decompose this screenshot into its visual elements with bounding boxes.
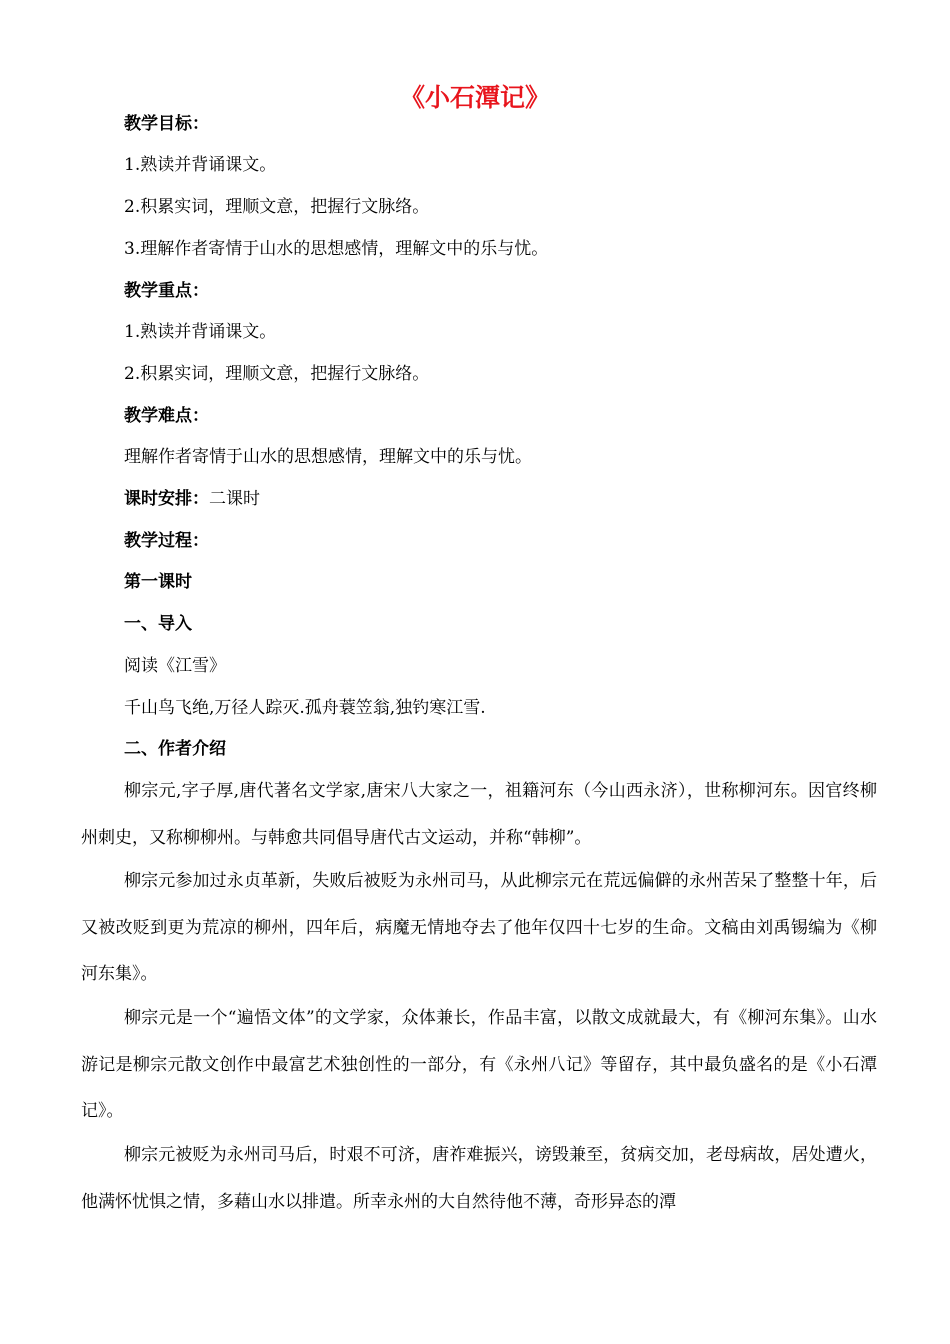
objectives-heading: 教学目标： — [124, 114, 209, 134]
key-point-item: 1.熟读并背诵课文。 — [124, 322, 277, 342]
objective-item: 2.积累实词，理顺文意，把握行文脉络。 — [124, 197, 430, 217]
author-paragraph: 柳宗元是一个“遍悟文体”的文学家，众体兼长，作品丰富，以散文成就最大，有《柳河东集》。山水游记是柳宗元散文创作中最富艺术独创性的一部分，有《永州八记》等留存，其中最负盛名的是《小石潭记》。 — [81, 1008, 877, 1121]
section1-heading: 一、导入 — [124, 614, 192, 634]
difficulty-heading: 教学难点： — [124, 406, 209, 426]
author-paragraph: 柳宗元被贬为永州司马后，时艰不可济，唐祚难振兴，谤毁兼至，贫病交加，老母病故，居处遭火，他满怀忧惧之情，多藉山水以排遣。所幸永州的大自然待他不薄，奇形异态的潭 — [81, 1145, 877, 1212]
author-paragraph: 柳宗元参加过永贞革新，失败后被贬为永州司马，从此柳宗元在荒远偏僻的永州苦呆了整整十年，后又被改贬到更为荒凉的柳州，四年后，病魔无情地夺去了他年仅四十七岁的生命。文稿由刘禹锡编为《柳河东集》。 — [81, 871, 877, 984]
author-paragraph: 柳宗元,字子厚,唐代著名文学家,唐宋八大家之一，祖籍河东（今山西永济），世称柳河东。因官终柳州刺史，又称柳柳州。与韩愈共同倡导唐代古文运动，并称“韩柳”。 — [81, 781, 877, 848]
difficulty-text: 理解作者寄情于山水的思想感情，理解文中的乐与忧。 — [124, 447, 532, 467]
key-point-item: 2.积累实词，理顺文意，把握行文脉络。 — [124, 364, 430, 384]
section2-heading: 二、作者介绍 — [124, 739, 226, 759]
key-points-heading: 教学重点： — [124, 281, 209, 301]
process-heading: 教学过程： — [124, 531, 209, 551]
schedule-label: 课时安排： — [124, 489, 209, 509]
section1-reading: 阅读《江雪》 — [124, 656, 226, 676]
objective-item: 3.理解作者寄情于山水的思想感情，理解文中的乐与忧。 — [124, 239, 549, 259]
objective-item: 1.熟读并背诵课文。 — [124, 155, 277, 175]
schedule-value: 二课时 — [209, 489, 260, 509]
lesson1-heading: 第一课时 — [124, 572, 192, 592]
schedule-line — [124, 486, 260, 512]
document-title: 《小石潭记》 — [399, 83, 550, 112]
section1-poem: 千山鸟飞绝,万径人踪灭.孤舟蓑笠翁,独钓寒江雪. — [124, 698, 486, 718]
